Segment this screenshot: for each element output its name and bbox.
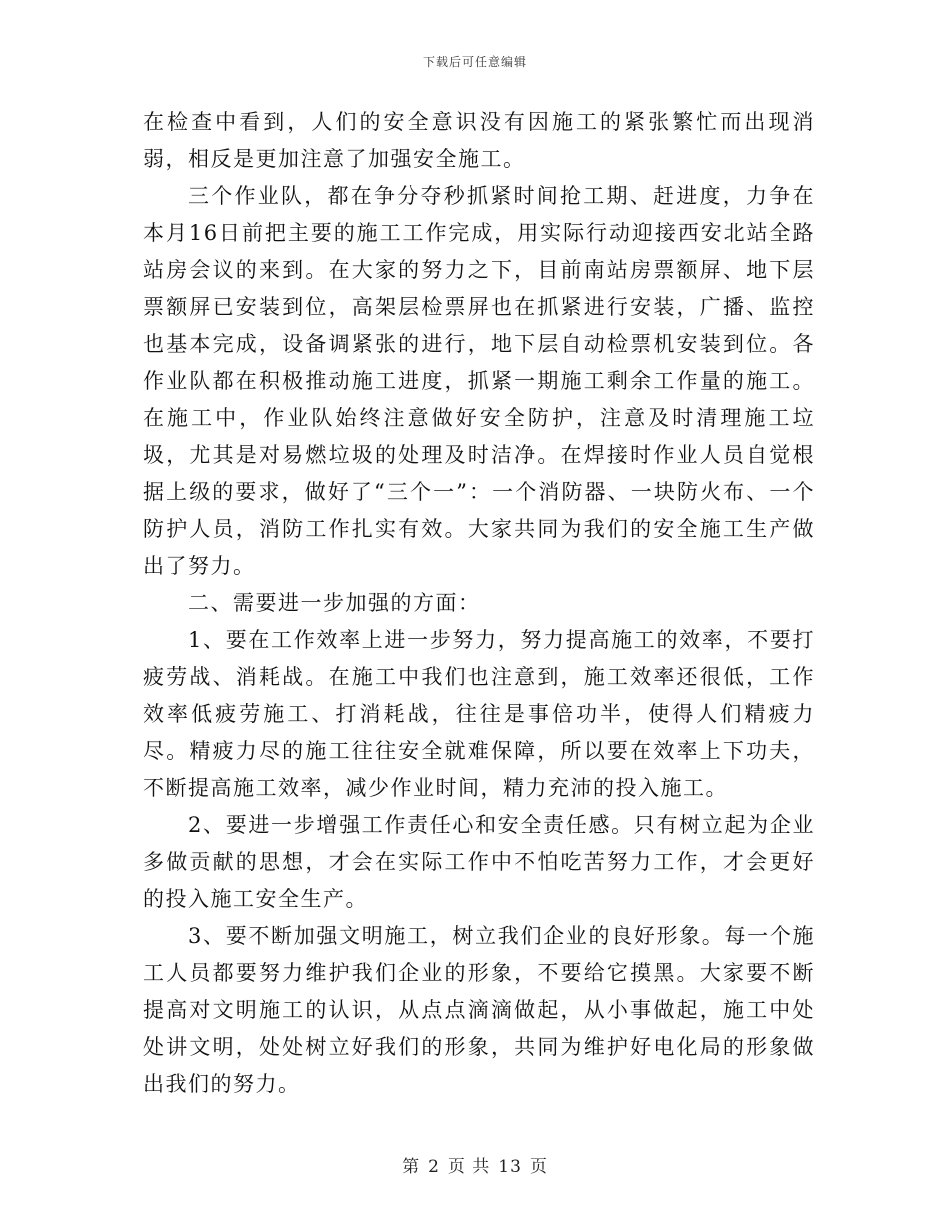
total-pages: 13 [498,1157,522,1177]
page-header-note: 下载后可任意编辑 [422,55,527,69]
paragraph-1: 在检查中看到，人们的安全意识没有因施工的紧张繁忙而出现消弱，相反是更加注意了加强安全施工。 [143,110,815,171]
paragraph-item-2: 2、要进一步增强工作责任心和安全责任感。只有树立起为企业多做贡献的思想，才会在实际工作中不怕吃苦努力工作，才会更好的投入施工安全生产。 [143,813,815,911]
paragraph-item-3: 3、要不断加强文明施工，树立我们企业的良好形象。每一个施工人员都要努力维护我们企业的形象，不要给它摸黑。大家要不断提高对文明施工的认识，从点点滴滴做起，从小事做起，施工中处处讲文明，处处树立好我们的形象，共同为维护好电化局的形象做出我们的努力。 [143,924,815,1096]
section-heading: 二、需要进一步加强的方面： [188,591,481,615]
paragraph-item-1: 1、要在工作效率上进一步努力，努力提高施工的效率，不要打疲劳战、消耗战。在施工中我们也注意到，施工效率还很低，工作效率低疲劳施工、打消耗战，往往是事倍功半，使得人们精疲力尽。精疲力尽的施工往往安全就难保障，所以要在效率上下功夫，不断提高施工效率，减少作业时间，精力充沛的投入施工。 [143,628,815,800]
page-suffix: 页 [529,1157,548,1177]
page-middle: 页 共 [447,1157,491,1177]
paragraph-2: 三个作业队，都在争分夺秒抓紧时间抢工期、赶进度，力争在本月16日前把主要的施工工作完成，用实际行动迎接西安北站全路站房会议的来到。在大家的努力之下，目前南站房票额屏、地下层票额屏已安装到位，高架层检票屏也在抓紧进行安装，广播、监控也基本完成，设备调紧张的进行，地下层自动检票机安装到位。各作业队都在积极推动施工进度，抓紧一期施工剩余工作量的施工。在施工中，作业队始终注意做好安全防护，注意及时清理施工垃圾，尤其是对易燃垃圾的处理及时洁净。在焊接时作业人员自觉根据上级的要求，做好了“三个一”：一个消防器、一块防火布、一个防护人员，消防工作扎实有效。大家共同为我们的安全施工生产做出了努力。 [143,184,815,578]
page-prefix: 第 [402,1157,421,1177]
page-number: 2 [428,1157,440,1177]
document-body [143,104,815,1103]
page-footer [0,1152,950,1177]
